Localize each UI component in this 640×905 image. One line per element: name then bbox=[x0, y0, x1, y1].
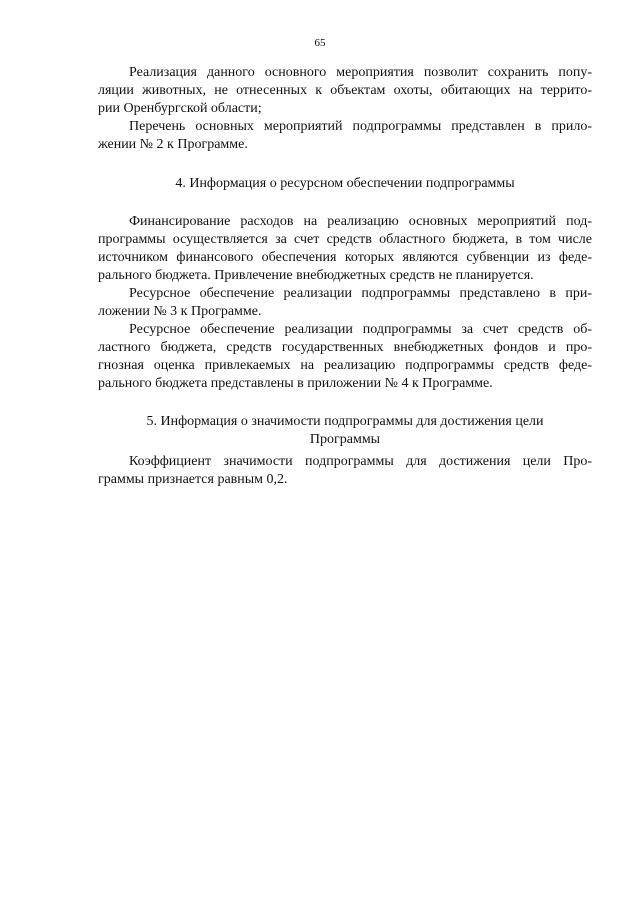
text-line: Ресурсное обеспечение реализации подпрограммы за счет средств об- bbox=[129, 322, 592, 337]
text-line: ложении № 3 к Программе. bbox=[98, 304, 262, 319]
text-line: ляции животных, не отнесенных к объектам охоты, обитающих на террито- bbox=[98, 83, 592, 98]
text-line: Ресурсное обеспечение реализации подпрограммы представлено в при- bbox=[129, 286, 592, 301]
heading-line: Программы bbox=[309, 432, 381, 447]
heading-line: 5. Информация о значимости подпрограммы для достижения цели bbox=[146, 414, 544, 429]
text-line: ластного бюджета, средств государственных внебюджетных фондов и про- bbox=[98, 340, 592, 355]
section-heading-4: 4. Информация о ресурсном обеспечении подпрограммы bbox=[175, 176, 515, 191]
text-line: источником финансового обеспечения которых являются субвенции из феде- bbox=[98, 250, 592, 265]
text-line: гнозная оценка привлекаемых на реализацию подпрограммы средств феде- bbox=[98, 358, 592, 373]
text-line: жении № 2 к Программе. bbox=[98, 137, 248, 152]
text-line: рального бюджета. Привлечение внебюджетных средств не планируется. bbox=[98, 268, 534, 283]
text-line: граммы признается равным 0,2. bbox=[98, 472, 288, 487]
text-line: Реализация данного основного мероприятия позволит сохранить попу- bbox=[129, 65, 592, 80]
text-line: рии Оренбургской области; bbox=[98, 101, 262, 116]
text-line: Финансирование расходов на реализацию основных мероприятий под- bbox=[129, 214, 592, 229]
text-line: Перечень основных мероприятий подпрограммы представлен в прило- bbox=[129, 119, 592, 134]
text-line: Коэффициент значимости подпрограммы для достижения цели Про- bbox=[129, 454, 592, 469]
text-line: рального бюджета представлены в приложении № 4 к Программе. bbox=[98, 376, 493, 391]
text-line: программы осуществляется за счет средств областного бюджета, в том числе bbox=[98, 232, 592, 247]
page-number: 65 bbox=[314, 37, 326, 49]
